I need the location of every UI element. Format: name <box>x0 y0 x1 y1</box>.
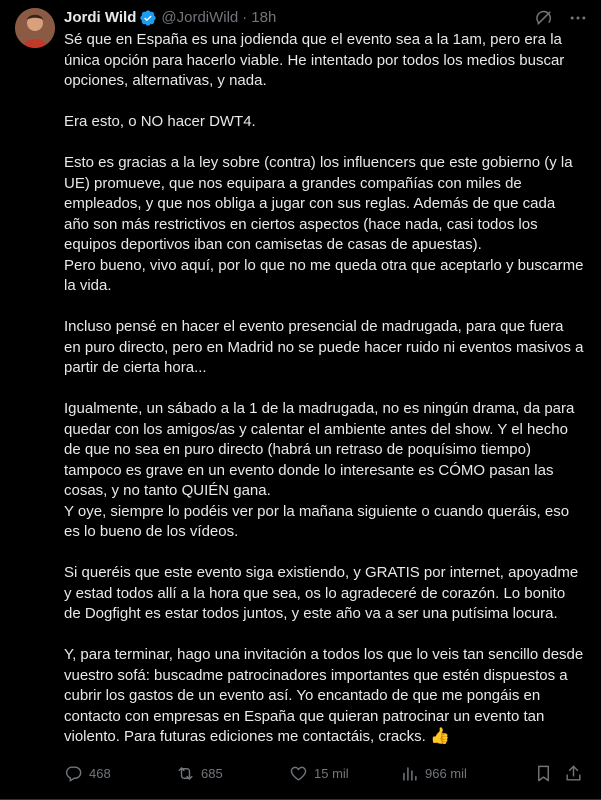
verified-badge-icon <box>139 9 157 27</box>
views-button[interactable] <box>400 764 467 783</box>
share-icon <box>564 764 583 783</box>
bookmark-button[interactable] <box>534 764 553 783</box>
tweet-paragraph-last <box>64 645 588 748</box>
tweet-paragraph-text: Y, para terminar, hago una invitación a todos los que lo veis tan sencillo desde vuestro sofá: buscadme patrocinadores importantes que estén dispuestos a cubrir los gastos de un evento así. Yo encantado de que me pongáis en contacto con empresas en España que quieran patrocinar un evento tan violento. Para futuras ediciones me contactáis, cracks. <box>64 646 588 745</box>
tweet-paragraph: Si queréis que este evento siga existiendo, y GRATIS por internet, apoyadme y estad todos allí a la hora que sea, os lo agradeceré de corazón. Lo bonito de Dogfight es estar todos juntos, y este año va a ser una putísima locura. <box>64 564 583 622</box>
tweet-paragraph: Igualmente, un sábado a la 1 de la madrugada, no es ningún drama, da para quedar con los amigos/as y calentar el ambiente antes del show. Y el hecho de que no sea en puro directo (habrá un retraso de poquísimo tiempo) tampoco es grave en un evento donde lo interesante es CÓMO pasan las cosas, y no tanto QUIÉN gana. Y oye, siempre lo podéis ver por la mañana siguiente o cuando queráis, eso es lo bueno de los vídeos. <box>64 400 575 540</box>
more-icon[interactable] <box>567 7 589 29</box>
avatar-photo <box>15 8 55 48</box>
tweet-paragraph: Sé que en España es una jodienda que el evento sea a la 1am, pero era la única opción para hacerlo viable. He intentado por todos los medios buscar opciones, alternativas, y nada. <box>64 31 569 89</box>
tweet-paragraph: Esto es gracias a la ley sobre (contra) los influencers que este gobierno (y la UE) promueve, que nos equipara a grandes compañías con miles de empleados, y que nos obliga a jugar con sus reglas. Además de que cada año son más restrictivos en ciertos aspectos (hace nada, casi todos los equipos deportivos iban con camisetas de casas de apuestas). Pero bueno, vivo aquí, por lo que no me queda otra que aceptarlo y buscarme la vida. <box>64 154 584 294</box>
like-count: 15 mil <box>314 765 349 781</box>
display-name[interactable]: Jordi Wild <box>64 9 137 26</box>
grok-icon[interactable] <box>533 7 555 29</box>
retweet-button[interactable] <box>176 764 223 783</box>
timestamp[interactable]: 18h <box>251 9 277 26</box>
views-count: 966 mil <box>425 765 467 781</box>
reply-count: 468 <box>89 765 111 781</box>
retweet-count: 685 <box>201 765 223 781</box>
tweet-paragraph: Incluso pensé en hacer el evento presencial de madrugada, para que fuera en puro directo, pero en Madrid no se puede hacer ruido ni eventos masivos a partir de cierta hora... <box>64 318 588 376</box>
header-actions <box>521 8 589 28</box>
share-button[interactable] <box>564 764 583 783</box>
avatar[interactable] <box>15 8 55 48</box>
thumbs-up-emoji: 👍 <box>430 728 450 745</box>
handle[interactable]: @JordiWild <box>161 9 239 26</box>
reply-icon <box>64 764 83 783</box>
heart-icon <box>289 764 308 783</box>
like-button[interactable] <box>289 764 349 783</box>
bookmark-icon <box>534 764 553 783</box>
views-chart-icon <box>400 764 419 783</box>
tweet-paragraph: Era esto, o NO hacer DWT4. <box>64 113 256 130</box>
retweet-icon <box>176 764 195 783</box>
tweet-text <box>64 30 588 748</box>
reply-button[interactable] <box>64 764 111 783</box>
tweet-header <box>64 8 589 28</box>
action-bar <box>64 762 584 784</box>
separator-dot: · <box>242 9 248 26</box>
